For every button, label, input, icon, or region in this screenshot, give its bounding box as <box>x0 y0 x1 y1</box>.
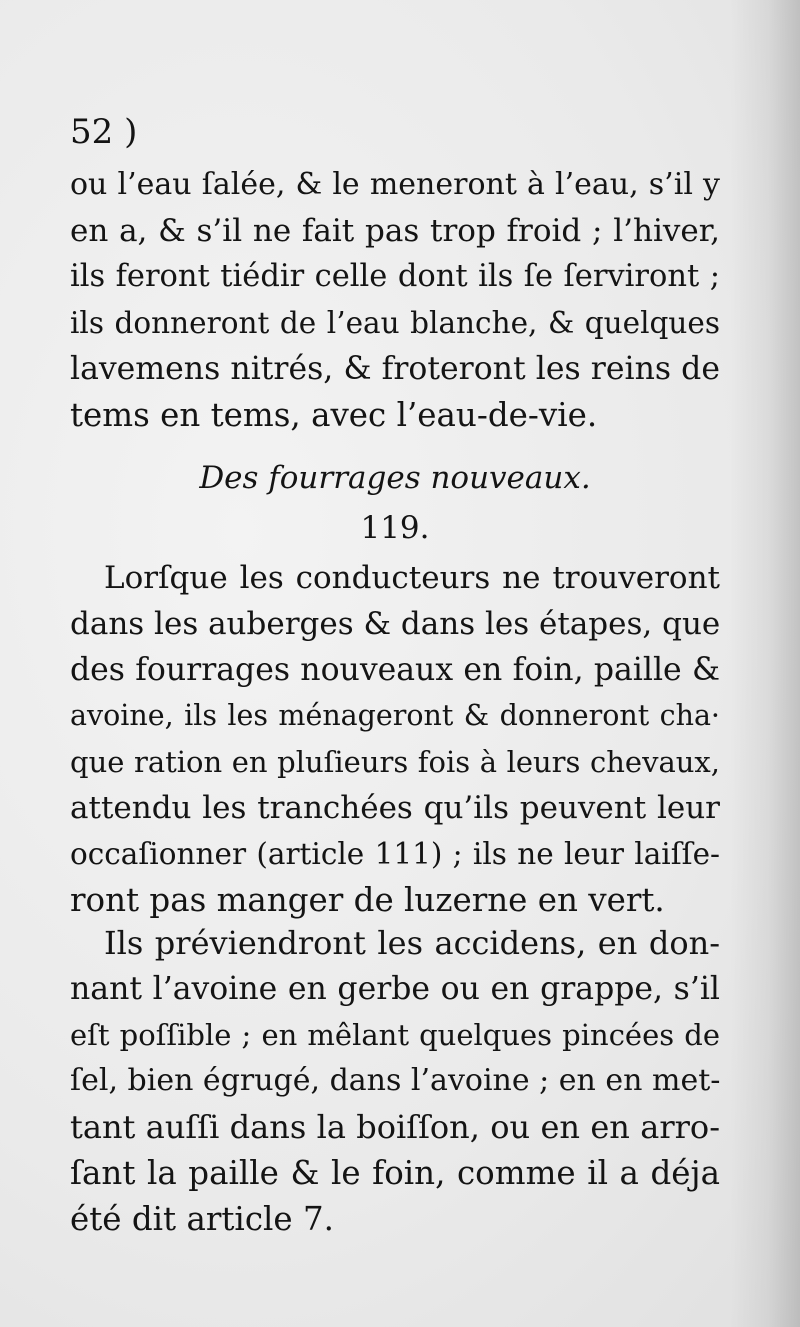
paragraph-lorsque <box>70 555 720 923</box>
text-line: des fourrages nouveaux en foin, paille & <box>70 652 720 688</box>
section-title: Des fourrages nouveaux. <box>199 460 591 496</box>
text-line: nant l’avoine en gerbe ou en grappe, s’il <box>70 971 720 1007</box>
text-line: avoine, ils les ménageront & donneront cha· <box>70 699 720 732</box>
text-line: occaſionner (article 111) ; ils ne leur laiſſe- <box>70 837 720 871</box>
text-line: ront pas manger de luzerne en vert. <box>70 881 665 919</box>
text-line: en a, & s’il ne fait pas trop froid ; l’hiver, <box>70 213 720 249</box>
text-line: tems en tems, avec l’eau-de-vie. <box>70 396 598 434</box>
text-line: ils feront tiédir celle dont ils ſe ſerviront ; <box>70 259 720 294</box>
text-line: Ils préviendront les accidens, en don- <box>104 924 720 962</box>
text-line: eſt poſſible ; en mêlant quelques pincées de <box>70 1018 720 1052</box>
text-line: que ration en pluſieurs fois à leurs chevaux, <box>70 745 720 779</box>
text-line: ils donneront de l’eau blanche, & quelques <box>70 306 720 340</box>
section-number: 119. <box>360 510 430 546</box>
text-line: ou l’eau ſalée, & le meneront à l’eau, s’il y <box>70 167 720 202</box>
paragraph-ils-previendront <box>70 920 720 1242</box>
text-line: été dit article 7. <box>70 1200 334 1238</box>
page-number: 52 ) <box>70 112 138 152</box>
text-line: attendu les tranchées qu’ils peuvent leur <box>70 790 720 826</box>
text-line: tant auſſi dans la boiſſon, ou en en arro- <box>70 1108 720 1146</box>
text-line: Lorſque les conducteurs ne trouveront <box>104 560 720 596</box>
text-line: lavemens nitrés, & froteront les reins de <box>70 351 720 387</box>
text-line: ſel, bien égrugé, dans l’avoine ; en en met- <box>70 1063 721 1098</box>
text-line: ſant la paille & le foin, comme il a déja <box>70 1154 720 1192</box>
paragraph-continued <box>70 162 720 438</box>
page-edge-shadow <box>730 0 800 1327</box>
text-line: dans les auberges & dans les étapes, que <box>70 606 721 642</box>
